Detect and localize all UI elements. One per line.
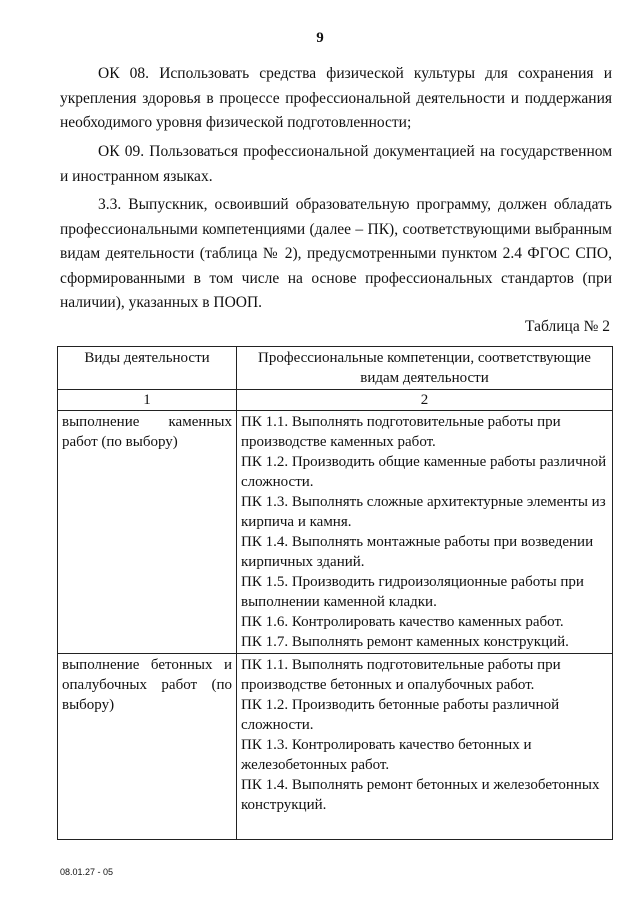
competency-item: ПК 1.4. Выполнять монтажные работы при возведении кирпичных зданий. (241, 534, 594, 570)
competency-item: ПК 1.6. Контролировать качество каменных работ. (241, 614, 564, 630)
competencies-cell (237, 654, 613, 840)
header-competencies: Профессиональные компетенции, соответствующие видам деятельности (237, 347, 613, 390)
competency-item: ПК 1.7. Выполнять ремонт каменных конструкций. (241, 634, 569, 650)
table-caption: Таблица № 2 (525, 318, 610, 335)
competencies-table (57, 346, 613, 840)
paragraph-ok09: ОК 09. Пользоваться профессиональной документацией на государственном и иностранном языках. (60, 143, 612, 185)
column-number-row (58, 390, 613, 411)
activity-cell: выполнение бетонных и опалубочных работ (по выбору) (58, 654, 237, 840)
table-header-row (58, 347, 613, 390)
paragraph-3-3: 3.3. Выпускник, освоивший образовательную программу, должен обладать профессиональными компетенциями (далее – ПК), соответствующими выбранным видам деятельности (таблица № 2), предусмотренными пунктом 2.4 ФГОС СПО, сформированными в том числе на основе профессиональных стандартов (при наличии), указанных в ПООП. (60, 196, 612, 311)
paragraph-ok08: ОК 08. Использовать средства физической культуры для сохранения и укрепления здоровья в процессе профессиональной деятельности и поддержания необходимого уровня физической подготовленности; (60, 65, 612, 131)
competency-item: ПК 1.5. Производить гидроизоляционные работы при выполнении каменной кладки. (241, 574, 584, 610)
competency-item: ПК 1.3. Контролировать качество бетонных и железобетонных работ. (241, 737, 532, 773)
competencies-cell (237, 411, 613, 654)
column-number-2: 2 (237, 390, 613, 411)
competency-item: ПК 1.2. Производить бетонные работы различной сложности. (241, 697, 560, 733)
competency-item: ПК 1.1. Выполнять подготовительные работы при производстве бетонных и опалубочных работ. (241, 657, 561, 693)
competency-item: ПК 1.4. Выполнять ремонт бетонных и железобетонных конструкций. (241, 777, 600, 813)
column-number-1: 1 (58, 390, 237, 411)
competency-item: ПК 1.3. Выполнять сложные архитектурные элементы из кирпича и камня. (241, 494, 606, 530)
table-row (58, 411, 613, 654)
competency-item: ПК 1.2. Производить общие каменные работы различной сложности. (241, 454, 607, 490)
document-code: 08.01.27 - 05 (60, 867, 114, 877)
competency-item: ПК 1.1. Выполнять подготовительные работы при производстве каменных работ. (241, 414, 561, 450)
table-row (58, 654, 613, 840)
activity-cell: выполнение каменных работ (по выбору) (58, 411, 237, 654)
header-activity: Виды деятельности (58, 347, 237, 390)
page-number: 9 (316, 30, 324, 46)
